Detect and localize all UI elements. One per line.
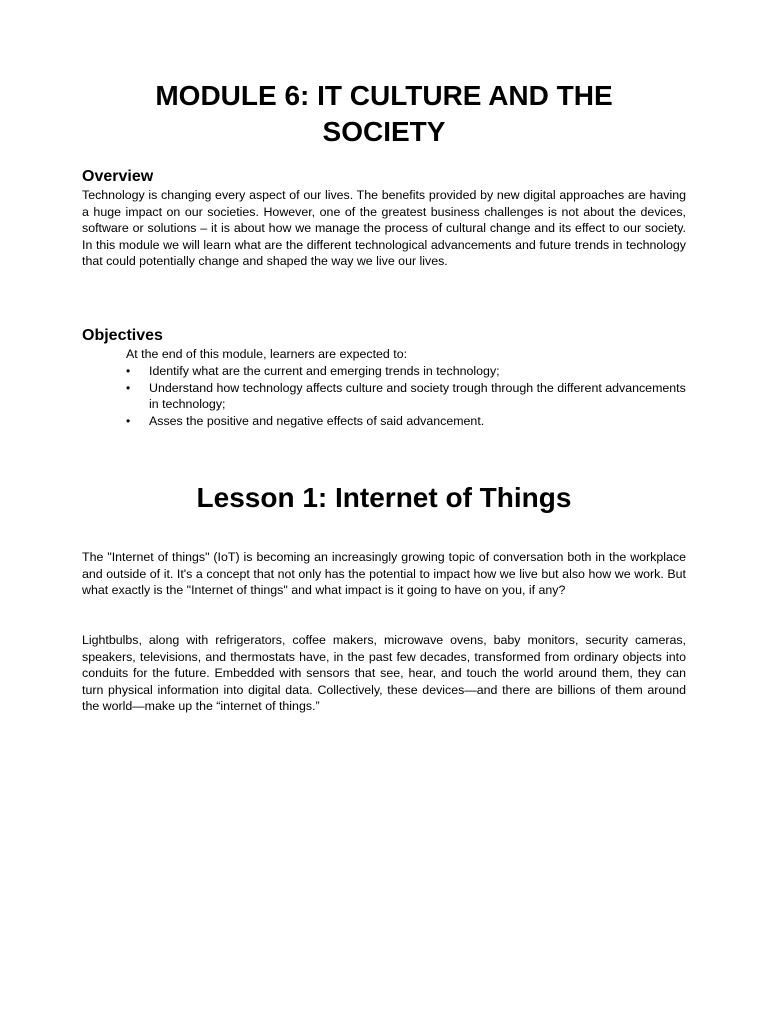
objective-item-text: Understand how technology affects culture and society trough through the different advancements in technology; (149, 380, 686, 411)
overview-paragraph: Technology is changing every aspect of our lives. The benefits provided by new digital approaches are having a huge impact on our societies. However, one of the greatest business challenges is not about the devices, software or solutions – it is about how we manage the process of cultural change and its effect to our society. In this module we will learn what are the different technological advancements and future trends in technology that could potentially change and shaped the way we live our lives. (82, 188, 686, 268)
objective-item (126, 363, 686, 380)
objective-item-text: Identify what are the current and emerging trends in technology; (149, 364, 500, 378)
objectives-heading: Objectives (82, 327, 163, 344)
objectives-list (126, 363, 686, 429)
module-title-line-1: MODULE 6: IT CULTURE AND THE (155, 80, 613, 111)
bullet-icon: • (126, 380, 131, 395)
objective-item (126, 380, 686, 413)
lesson-paragraph-1: The "Internet of things" (IoT) is becoming an increasingly growing topic of conversation both in the workplace and outside of it. It's a concept that not only has the potential to impact how we live but also how we work. But what exactly is the "Internet of things" and what impact is it going to have on you, if any? (82, 550, 686, 597)
bullet-icon: • (126, 413, 131, 428)
bullet-icon: • (126, 364, 131, 378)
lesson-title: Lesson 1: Internet of Things (196, 482, 572, 513)
lesson-paragraph-2: Lightbulbs, along with refrigerators, coffee makers, microwave ovens, baby monitors, security cameras, speakers, televisions, and thermostats have, in the past few decades, transformed from ordinary objects into conduits for the future. Embedded with sensors that see, hear, and touch the world around them, they can turn physical information into digital data. Collectively, these devices—and there are billions of them around the world—make up the “internet of things.” (82, 633, 686, 713)
module-title (100, 78, 668, 150)
objective-item (126, 413, 686, 430)
objective-item-text: Asses the positive and negative effects of said advancement. (149, 413, 485, 428)
module-title-line-2: SOCIETY (322, 116, 446, 147)
objectives-intro: At the end of this module, learners are expected to: (126, 347, 408, 361)
overview-heading: Overview (82, 168, 154, 185)
